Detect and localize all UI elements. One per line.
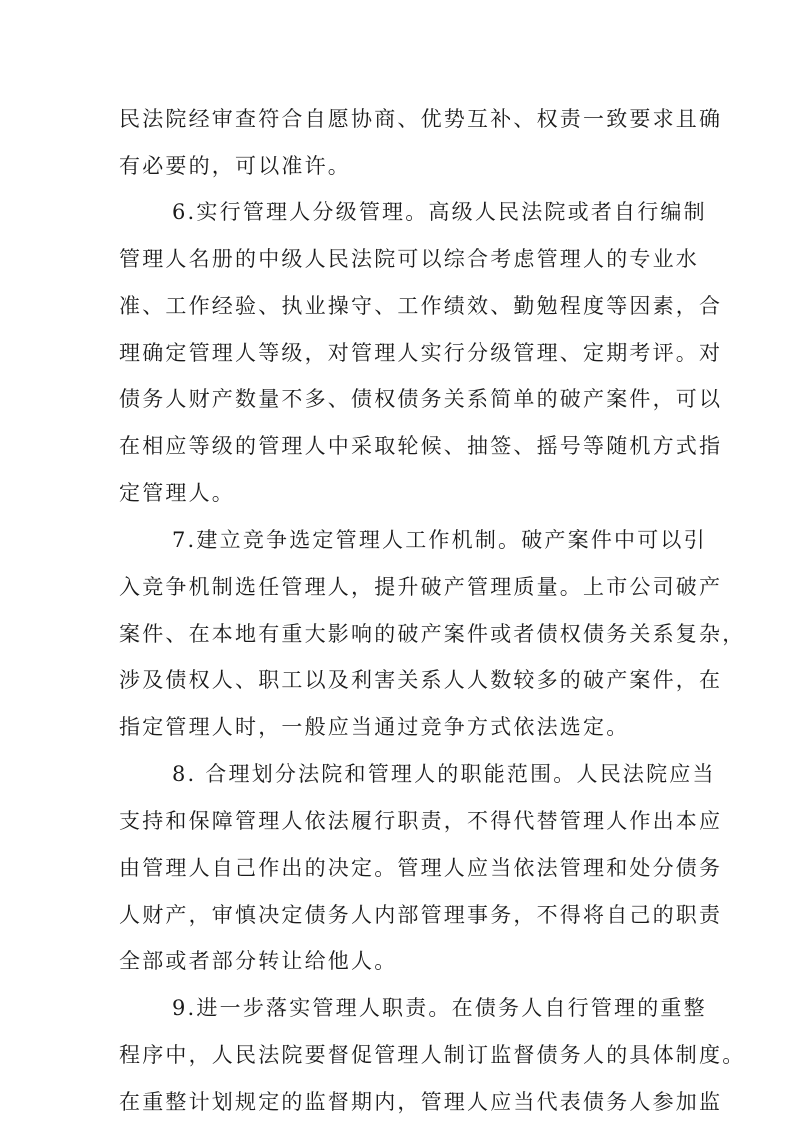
- text-line: 在重整计划规定的监督期内，管理人应当代表债务人参加监: [119, 1090, 723, 1114]
- text-line: 入竞争机制选任管理人，提升破产管理质量。上市公司破产: [119, 575, 723, 599]
- text-line: 全部或者部分转让给他人。: [119, 949, 398, 973]
- paragraph-9-heading-line: 9.进一步落实管理人职责。在债务人自行管理的重整: [172, 996, 707, 1020]
- text-line: 有必要的，可以准许。: [119, 154, 351, 178]
- paragraph-8-heading-line: 8. 合理划分法院和管理人的职能范围。人民法院应当: [172, 762, 716, 786]
- text-line: 定管理人。: [119, 481, 235, 505]
- text-line: 指定管理人时，一般应当通过竞争方式依法选定。: [119, 715, 630, 739]
- text-line: 理确定管理人等级，对管理人实行分级管理、定期考评。对: [119, 341, 723, 365]
- paragraph-7-heading-line: 7.建立竞争选定管理人工作机制。破产案件中可以引: [172, 528, 707, 552]
- text-line: 程序中，人民法院要督促管理人制订监督债务人的具体制度。: [119, 1043, 746, 1067]
- text-line: 由管理人自己作出的决定。管理人应当依法管理和处分债务: [119, 856, 723, 880]
- paragraph-6-heading-line: 6.实行管理人分级管理。高级人民法院或者自行编制: [172, 200, 707, 224]
- text-line: 管理人名册的中级人民法院可以综合考虑管理人的专业水: [119, 247, 699, 271]
- text-line: 在相应等级的管理人中采取轮候、抽签、摇号等随机方式指: [119, 434, 723, 458]
- text-line: 准、工作经验、执业操守、工作绩效、勤勉程度等因素，合: [119, 294, 723, 318]
- text-line: 涉及债权人、职工以及利害关系人人数较多的破产案件，在: [119, 668, 723, 692]
- text-line: 民法院经审查符合自愿协商、优势互补、权责一致要求且确: [119, 107, 723, 131]
- text-line: 案件、在本地有重大影响的破产案件或者债权债务关系复杂，: [119, 622, 746, 646]
- text-line: 人财产，审慎决定债务人内部管理事务，不得将自己的职责: [119, 903, 723, 927]
- text-line: 债务人财产数量不多、债权债务关系简单的破产案件，可以: [119, 387, 723, 411]
- text-line: 支持和保障管理人依法履行职责，不得代替管理人作出本应: [119, 809, 723, 833]
